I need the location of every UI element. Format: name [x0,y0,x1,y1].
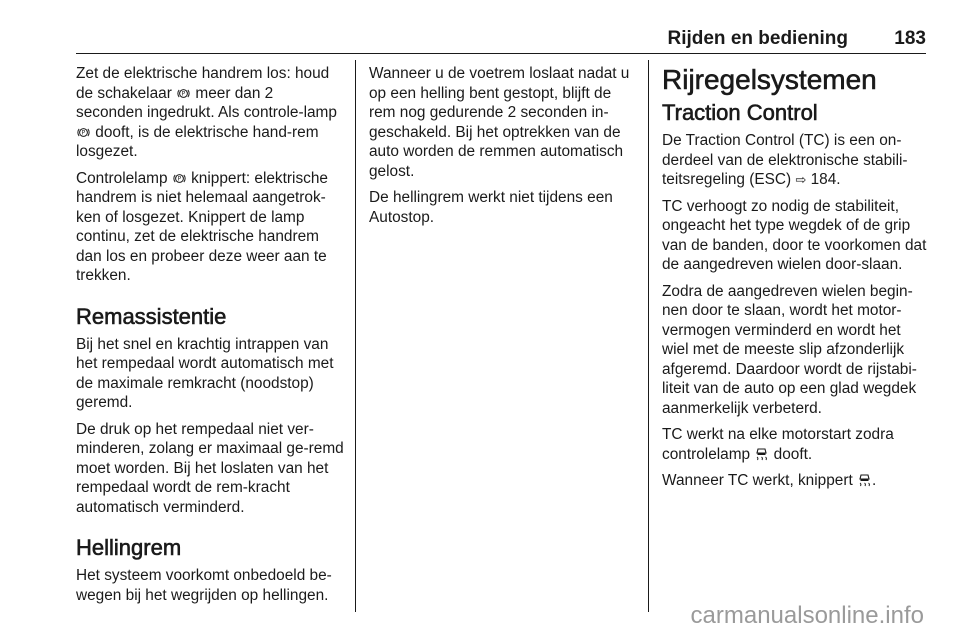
traction-control-icon [755,447,768,461]
parking-brake-icon [177,87,190,100]
page-number: 183 [894,28,926,49]
paragraph: Het systeem voorkomt onbedoeld be-wegen bij het wegrijden op hellingen. [76,567,332,604]
paragraph: Bij het snel en krachtig intrappen van het rempedaal wordt automatisch met de maximale remkracht (noodstop) geremd. [76,335,334,411]
section-heading-hellingrem: Hellingrem [76,535,182,560]
chapter-heading: Rijregelsystemen [662,64,877,95]
svg-text:P: P [81,129,86,137]
page-header [76,26,926,52]
parking-brake-icon [173,172,186,185]
paragraph: Controlelamp P knippert: elektrische handrem is niet helemaal aangetrok-ken of losgezet. Knippert de lamp continu, zet de elektrische handrem dan los en probeer deze weer aan te trekken. [76,169,328,284]
page-reference-arrow-icon: ⇨ [795,172,807,187]
column-3 [662,64,928,498]
paragraph: Zodra de aangedreven wielen begin-nen door te slaan, wordt het motor-vermogen verminderd en wordt het wiel met de meeste slip afzonderlijk afgeremd. Daardoor wordt de rijstabi-liteit van de auto op een glad wegdek aanmerkelijk verbeterd. [662,282,917,417]
paragraph: De Traction Control (TC) is een on-derdeel van de elektronische stabili-teitsregeling (ESC) ⇨ 184. [662,132,908,188]
column-1 [76,64,344,612]
paragraph: De druk op het rempedaal niet ver-minderen, zolang er maximaal ge-remd moet worden. Bij het loslaten van het rempedaal wordt de rem-kracht automatisch verminderd. [76,420,344,516]
paragraph: Wanneer TC werkt, knippert . [662,472,877,489]
svg-text:P: P [181,90,186,98]
paragraph: TC verhoogt zo nodig de stabiliteit, ongeacht het type wegdek of de grip van de banden, door te voorkomen dat de aangedreven wielen door-slaan. [662,197,927,273]
column-divider-1 [355,60,356,612]
section-heading-traction-control: Traction Control [662,100,818,125]
paragraph: De hellingrem werkt niet tijdens een Autostop. [369,189,613,226]
svg-text:P: P [177,175,182,183]
section-heading-remassistentie: Remassistentie [76,303,227,329]
column-divider-2 [648,60,649,612]
parking-brake-icon [77,126,90,139]
header-rule [76,53,926,54]
paragraph: Zet de elektrische handrem los: houd de schakelaar P meer dan 2 seconden ingedrukt. Als controle-lamp P dooft, is de elektrische hand-rem losgezet. [76,65,337,160]
paragraph: Wanneer u de voetrem loslaat nadat u op een helling bent gestopt, blijft de rem nog gedurende 2 seconden in-geschakeld. Bij het optrekken van de auto worden de remmen automatisch gelost. [369,65,630,180]
traction-control-icon [858,473,871,487]
paragraph: TC werkt na elke motorstart zodra controlelamp dooft. [662,426,894,463]
column-2 [369,64,633,234]
header-title: Rijden en bediening [667,28,848,49]
watermark: carmanualsonline.info [690,602,924,629]
